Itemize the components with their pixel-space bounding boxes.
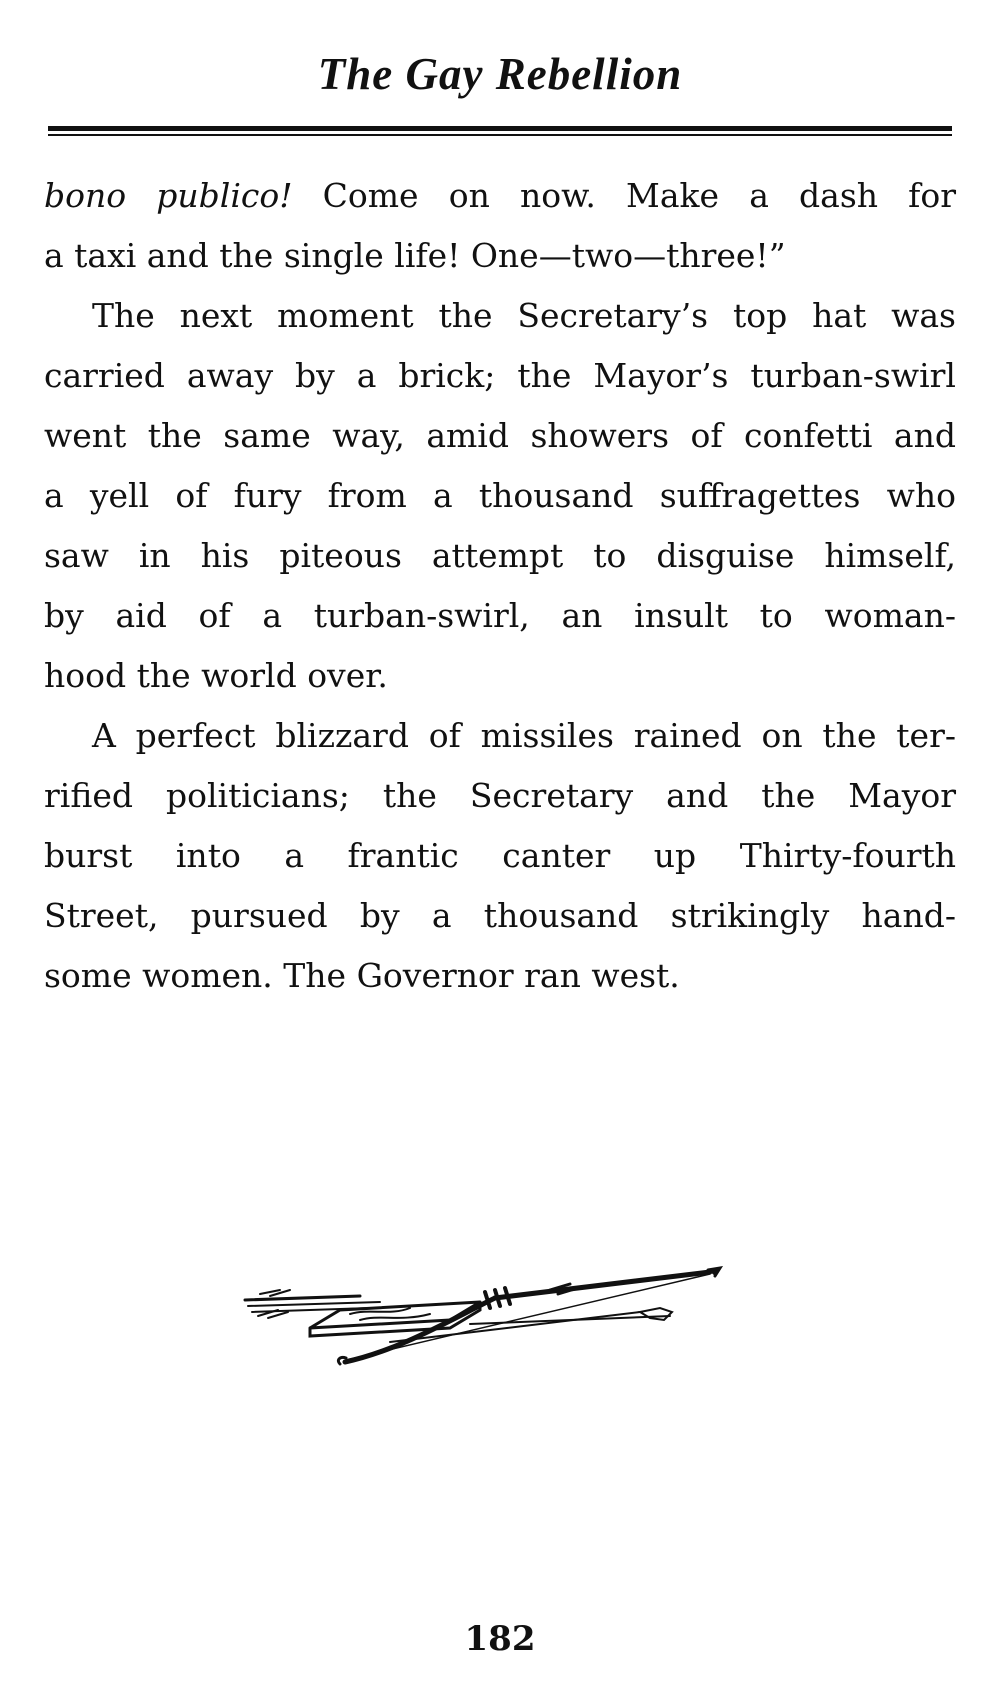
text-line: by aid of a turban-swirl, an insult to woman- xyxy=(44,596,956,635)
text-line: saw in his piteous attempt to disguise himself, xyxy=(44,536,956,575)
text-line: some women. The Governor ran west. xyxy=(44,956,680,995)
text-line: A perfect blizzard of missiles rained on the ter- xyxy=(92,716,956,755)
bow-and-arrows-ornament-icon xyxy=(240,1250,770,1370)
text-line: went the same way, amid showers of confetti and xyxy=(44,416,956,455)
running-head: The Gay Rebellion xyxy=(317,49,683,99)
text-line: hood the world over. xyxy=(44,656,388,695)
header-rule-thin xyxy=(48,134,952,136)
text-line: bono publico! Come on now. Make a dash for xyxy=(44,176,957,215)
text-line: Street, pursued by a thousand strikingly hand- xyxy=(44,896,956,935)
text-line: rified politicians; the Secretary and the Mayor xyxy=(44,776,956,815)
latin-phrase: bono publico! xyxy=(44,176,293,215)
header-rule-thick xyxy=(48,126,952,131)
text-line: carried away by a brick; the Mayor’s turban-swirl xyxy=(44,356,956,395)
text-line: a yell of fury from a thousand suffragettes who xyxy=(44,476,956,515)
body-text xyxy=(44,166,956,1006)
page-number: 182 xyxy=(464,1619,536,1659)
text-line: The next moment the Secretary’s top hat was xyxy=(92,296,956,335)
text-line: burst into a frantic canter up Thirty-fourth xyxy=(44,836,956,875)
text-line: a taxi and the single life! One—two—three!” xyxy=(44,236,786,275)
